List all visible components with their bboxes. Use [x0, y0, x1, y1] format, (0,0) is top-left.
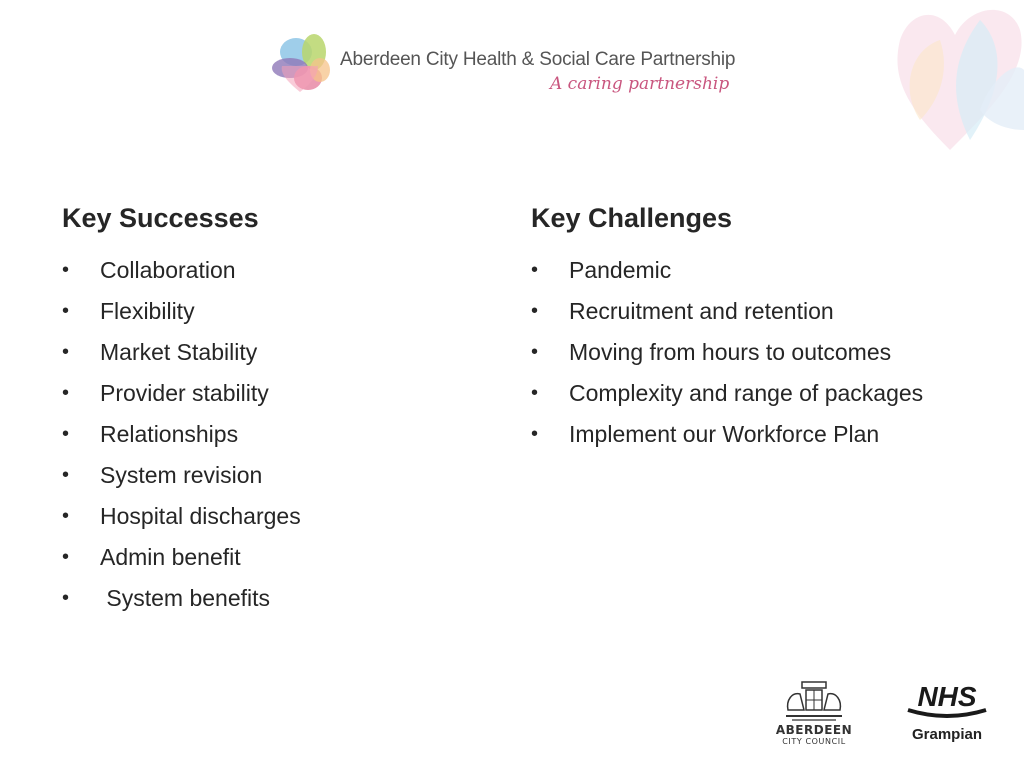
list-item: [62, 332, 482, 373]
bullet-icon: •: [531, 341, 539, 363]
list-item-text: Pandemic: [569, 257, 672, 283]
key-successes-list: [62, 250, 482, 619]
bullet-icon: •: [531, 259, 539, 281]
key-challenges-section: [531, 196, 991, 455]
bullet-icon: •: [62, 546, 70, 568]
key-successes-heading: Key Successes: [62, 203, 259, 233]
council-subtitle: CITY COUNCIL: [782, 737, 846, 746]
nhs-grampian-logo: [902, 680, 992, 746]
bullet-icon: •: [531, 382, 539, 404]
list-item: [62, 373, 482, 414]
list-item-text: Market Stability: [100, 339, 258, 365]
list-item: [531, 332, 991, 373]
nhs-region-name: Grampian: [911, 726, 983, 743]
list-item-text: Implement our Workforce Plan: [569, 421, 880, 447]
nhs-mark-text: NHS: [917, 681, 977, 712]
bullet-icon: •: [62, 587, 70, 609]
bullet-icon: •: [531, 300, 539, 322]
bullet-icon: •: [62, 464, 70, 486]
org-name: Aberdeen City Health & Social Care Partnership: [340, 49, 736, 70]
key-challenges-heading: Key Challenges: [531, 203, 733, 233]
key-successes-section: [62, 196, 482, 619]
decorative-heart-graphic: [880, 0, 1024, 160]
org-tagline: A caring partnership: [550, 74, 730, 94]
list-item: [62, 537, 482, 578]
bullet-icon: •: [531, 423, 539, 445]
list-item: [62, 250, 482, 291]
aberdeen-city-council-logo: [774, 680, 854, 748]
bullet-icon: •: [62, 259, 70, 281]
list-item-text: Complexity and range of packages: [569, 380, 924, 406]
council-crest-icon: [782, 680, 846, 724]
list-item-text: Recruitment and retention: [569, 298, 834, 324]
heart-logo-icon: [270, 30, 336, 96]
list-item-text: Admin benefit: [100, 544, 241, 570]
list-item: [531, 414, 991, 455]
list-item: [62, 578, 482, 619]
list-item: [62, 496, 482, 537]
bullet-icon: •: [62, 300, 70, 322]
partnership-logo: [270, 30, 770, 100]
bullet-icon: •: [62, 505, 70, 527]
list-item-text: Moving from hours to outcomes: [569, 339, 892, 365]
key-challenges-list: [531, 250, 991, 455]
nhs-wordmark-icon: [906, 680, 988, 720]
list-item-text: Relationships: [100, 421, 239, 447]
list-item-text: System benefits: [100, 585, 271, 611]
list-item-text: Provider stability: [100, 380, 269, 406]
list-item: [531, 291, 991, 332]
list-item: [531, 373, 991, 414]
list-item-text: Collaboration: [100, 257, 236, 283]
list-item-text: Flexibility: [100, 298, 195, 324]
bullet-icon: •: [62, 341, 70, 363]
list-item: [62, 414, 482, 455]
list-item: [62, 455, 482, 496]
council-name: ABERDEEN: [775, 723, 853, 737]
list-item: [531, 250, 991, 291]
list-item-text: System revision: [100, 462, 263, 488]
list-item-text: Hospital discharges: [100, 503, 301, 529]
bullet-icon: •: [62, 423, 70, 445]
list-item: [62, 291, 482, 332]
bullet-icon: •: [62, 382, 70, 404]
